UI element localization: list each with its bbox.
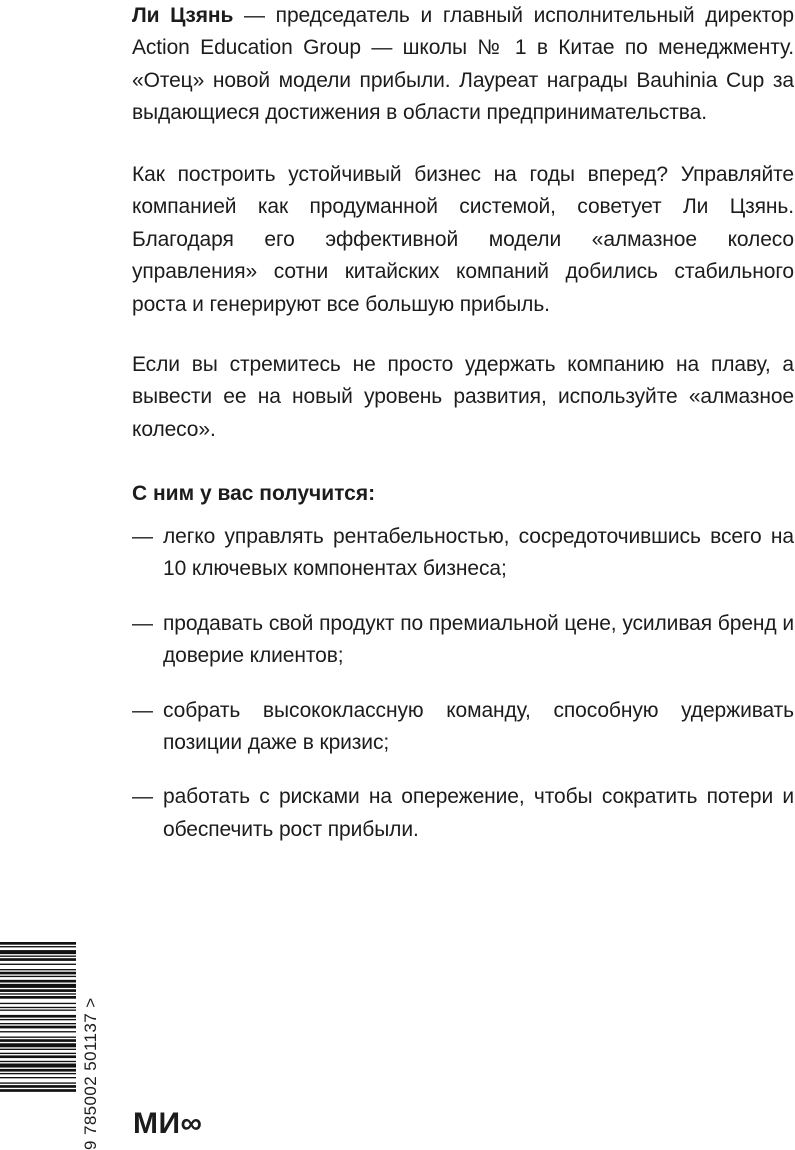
barcode-stripe — [0, 1055, 76, 1058]
barcode-stripe — [0, 1064, 76, 1068]
barcode-stripe — [0, 1077, 76, 1078]
barcode-stripe — [0, 969, 76, 970]
benefit-text: собрать высококлассную команду, способную удерживать позиции даже в кризис; — [163, 698, 794, 755]
barcode-stripe — [0, 989, 76, 992]
barcode-stripe — [0, 958, 76, 961]
barcode-stripe — [0, 1049, 76, 1050]
barcode-stripe — [0, 984, 76, 988]
benefits-list — [132, 521, 794, 868]
barcode-stripe — [0, 1037, 76, 1038]
book-summary: Как построить устойчивый бизнес на годы вперед? Управляйте компанией как продуманной системой, советует Ли Цзянь. Благодаря его эффективной модели «алмазное колесо управления» сотни китайских компаний добились стабильного роста и генерируют все большую прибыль. — [132, 163, 794, 316]
barcode-stripe — [0, 980, 76, 983]
author-name: Ли Цзянь — [132, 4, 234, 27]
benefit-text: продавать свой продукт по премиальной цене, усиливая бренд и доверие клиентов; — [163, 611, 794, 668]
barcode-stripe — [0, 1073, 76, 1074]
barcode-stripe — [0, 1015, 76, 1018]
barcode-stripe — [0, 976, 76, 977]
dash-marker: — — [132, 525, 153, 548]
isbn-barcode — [0, 940, 78, 1150]
list-item — [132, 608, 794, 673]
barcode-stripe — [0, 1053, 76, 1054]
author-bio-text: — председатель и главный исполнительный директор Action Education Group — школы № 1 в Китае по менеджменту. «Отец» новой модели прибыли. Лауреат награды Bauhinia Cup за выдающиеся достижения в области предпринимательства. — [132, 4, 795, 125]
dash-marker: — — [132, 785, 153, 809]
barcode-stripe — [0, 1039, 76, 1042]
book-call-to-action: Если вы стремитесь не просто удержать компанию на плаву, а вывести ее на новый уровень развития, используйте «алмазное колесо». — [132, 353, 794, 441]
barcode-stripe — [0, 1089, 76, 1092]
barcode-stripe — [0, 1069, 76, 1072]
publisher-logo: МИ∞ — [133, 1107, 203, 1140]
author-bio — [132, 0, 794, 130]
benefits-heading: С ним у вас получится: — [132, 482, 376, 505]
barcode-stripe — [0, 1003, 76, 1004]
dash-marker: — — [132, 698, 153, 722]
barcode-stripe — [0, 1085, 76, 1088]
benefit-text: работать с рисками на опережение, чтобы сократить потери и обеспечить рост прибыли. — [163, 785, 794, 841]
barcode-stripe — [0, 956, 76, 957]
barcode-stripe — [0, 1010, 76, 1011]
barcode-stripe — [0, 996, 76, 999]
barcode-stripe — [0, 964, 76, 965]
barcode-stripe — [0, 1019, 76, 1020]
benefit-text: легко управлять рентабельностью, сосредоточившись всего на 10 ключевых компонентах бизнеса; — [163, 525, 794, 581]
barcode-stripe — [0, 1026, 76, 1029]
barcode-stripe — [0, 1061, 76, 1062]
barcode-stripe — [0, 993, 76, 994]
barcode-stripe — [0, 1043, 76, 1047]
barcode-stripe — [0, 1007, 76, 1008]
barcode-stripe — [0, 1023, 76, 1024]
list-item — [132, 695, 794, 760]
isbn-digits: 9 785002 501137 > — [81, 997, 100, 1150]
barcode-stripe — [0, 942, 76, 945]
barcode-stripe — [0, 950, 76, 954]
barcode-stripe — [0, 972, 76, 975]
barcode-stripe — [0, 946, 76, 947]
barcode-stripe — [0, 1082, 76, 1083]
barcode-stripe — [0, 1031, 76, 1032]
list-item — [132, 781, 794, 846]
list-item — [132, 521, 794, 586]
dash-marker: — — [132, 611, 153, 635]
